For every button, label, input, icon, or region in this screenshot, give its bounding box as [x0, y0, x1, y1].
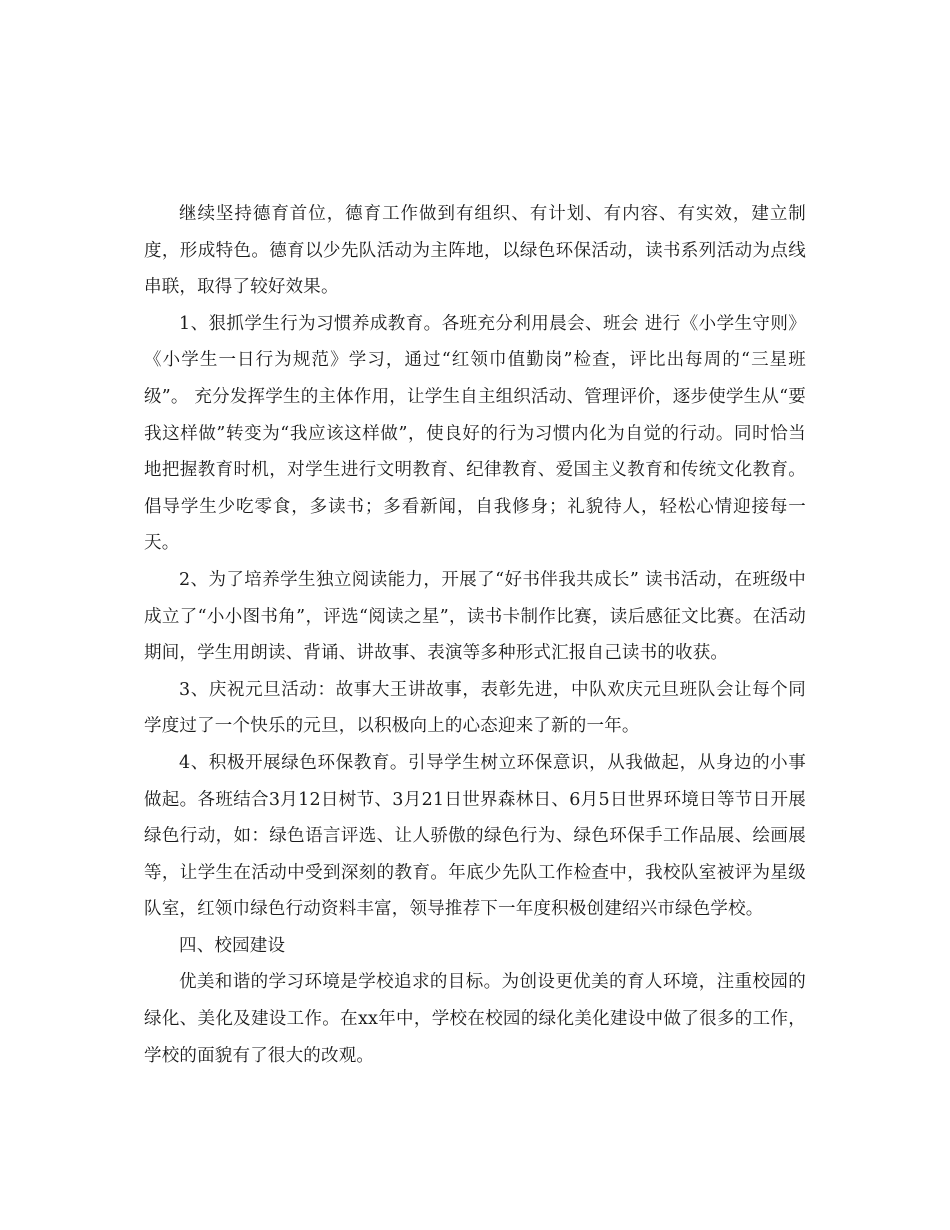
paragraph-reading-activity: 2、为了培养学生独立阅读能力，开展了“好书伴我共成长” 读书活动，在班级中成立了“小小图书角”，评选“阅读之星”，读书卡制作比赛，读后感征文比赛。在活动期间，学生用朗读、背诵、讲故事、表演等多种形式汇报自己读书的收获。 — [144, 569, 806, 664]
paragraph-new-year-activity: 3、庆祝元旦活动：故事大王讲故事，表彰先进，中队欢庆元旦班队会让每个同学度过了一个快乐的元旦，以积极向上的心态迎来了新的一年。 — [144, 679, 806, 737]
section-heading-campus: 四、校园建设 — [179, 935, 286, 956]
document-body — [144, 196, 806, 1074]
paragraph-campus-construction: 优美和谐的学习环境是学校追求的目标。为创设更优美的育人环境，注重校园的绿化、美化及建设工作。在xx年中，学校在校园的绿化美化建设中做了很多的工作，学校的面貌有了很大的改观。 — [144, 972, 806, 1066]
paragraph-moral-education: 继续坚持德育首位，德育工作做到有组织、有计划、有内容、有实效，建立制度，形成特色。德育以少先队活动为主阵地，以绿色环保活动，读书系列活动为点线串联，取得了较好效果。 — [144, 204, 806, 298]
paragraph-behavior-habits: 1、狠抓学生行为习惯养成教育。各班充分利用晨会、班会 进行《小学生守则》《小学生一日行为规范》学习，通过“红领巾值勤岗”检查，评比出每周的“三星班级”。 充分发挥学生的主体作用，让学生自主组织活动、管理评价，逐步使学生从“要我这样做”转变为“我应该这样做”，使良好的行为习惯内化为自觉的行动。同时恰当地把握教育时机，对学生进行文明教育、纪律教育、爱国主义教育和传统文化教育。倡导学生少吃零食，多读书；多看新闻，自我修身；礼貌待人，轻松心情迎接每一天。 — [144, 313, 806, 554]
paragraph-green-education: 4、积极开展绿色环保教育。引导学生树立环保意识，从我做起，从身边的小事做起。各班结合3月12日树节、3月21日世界森林日、6月5日世界环境日等节日开展绿色行动，如：绿色语言评选、让人骄傲的绿色行为、绿色环保手工作品展、绘画展等，让学生在活动中受到深刻的教育。年底少先队工作检查中，我校队室被评为星级队室，红领巾绿色行动资料丰富，领导推荐下一年度积极创建绍兴市绿色学校。 — [144, 752, 806, 920]
